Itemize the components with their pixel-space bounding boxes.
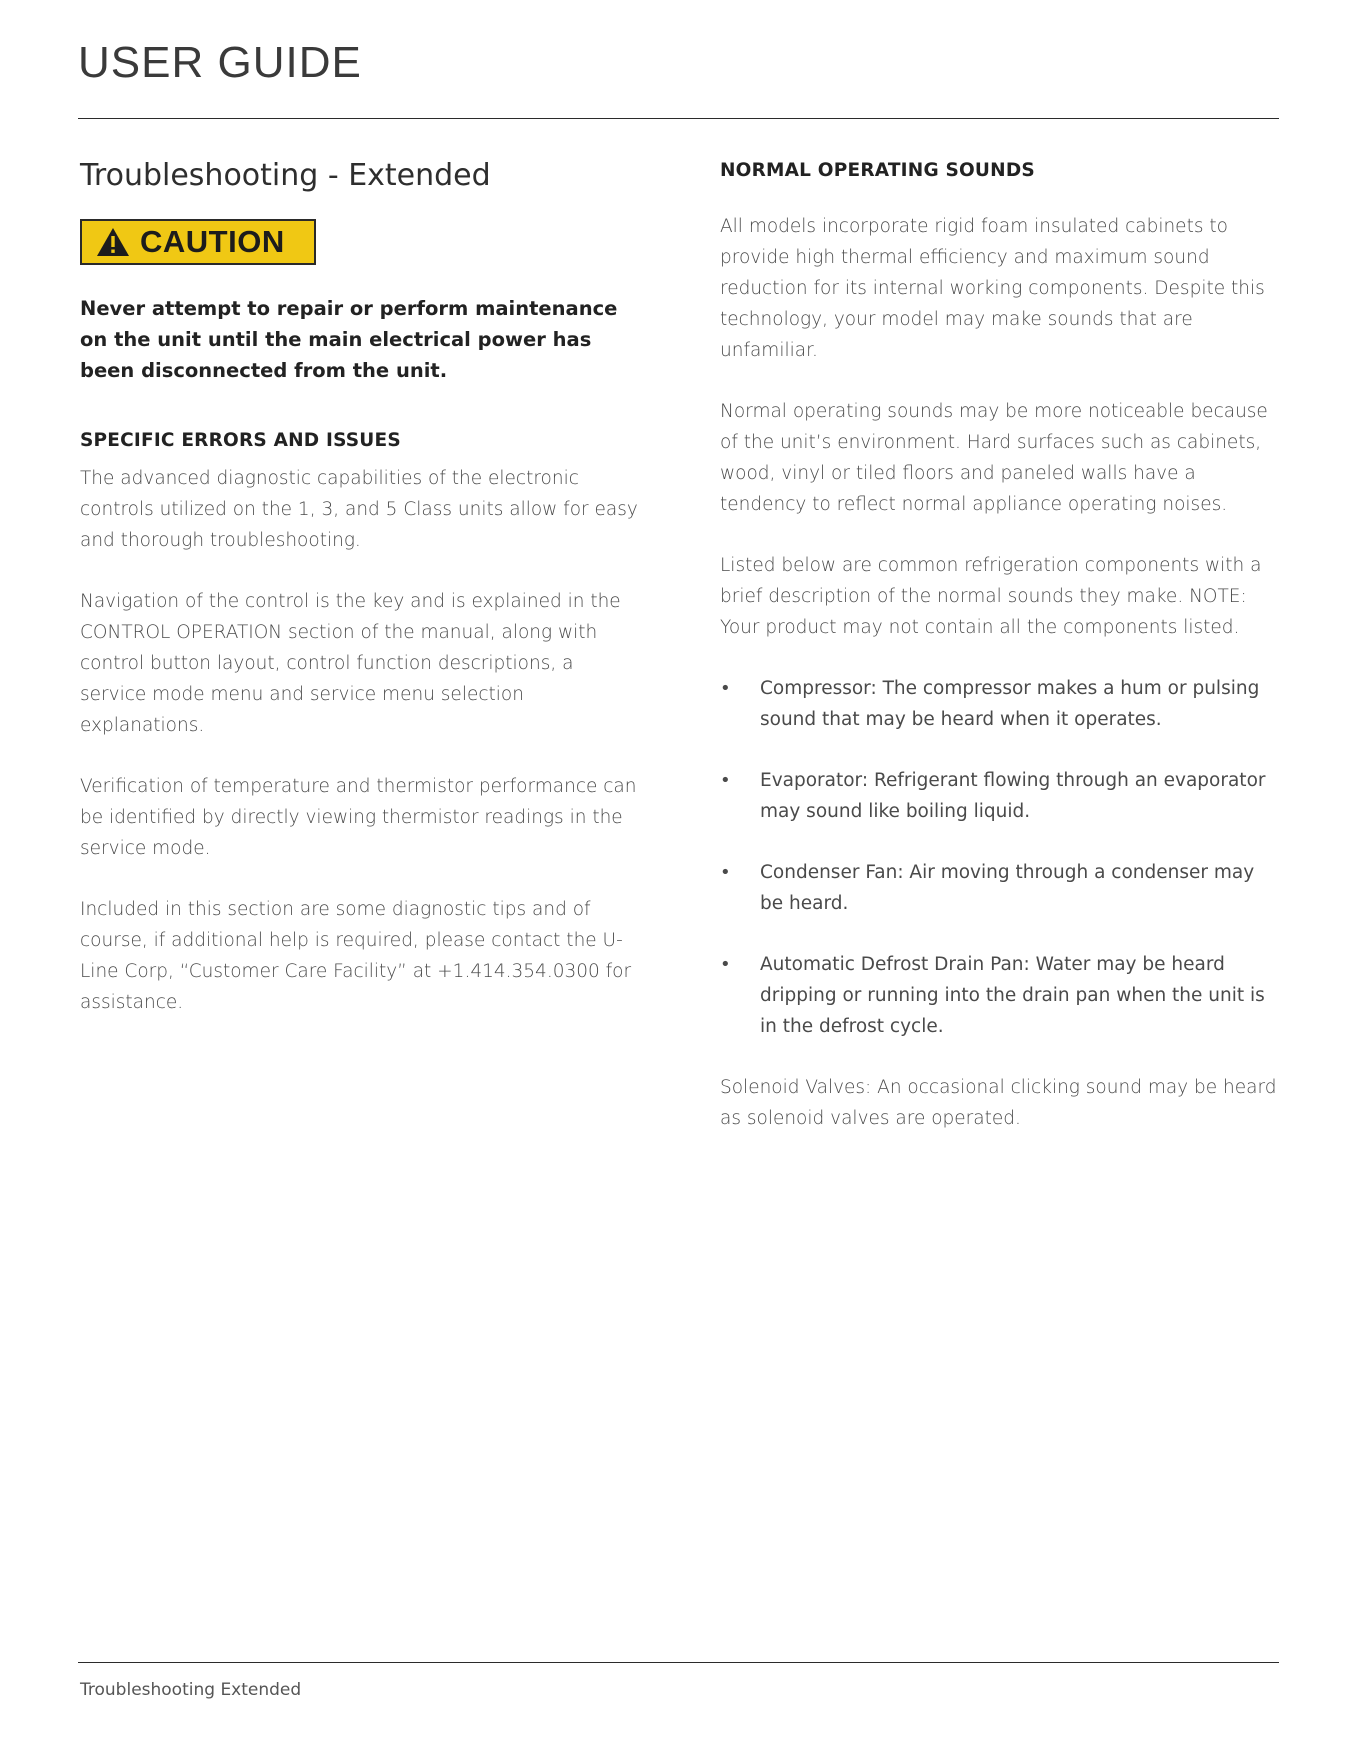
safety-warning: Never attempt to repair or perform maintenance on the unit until the main electrical power has been disconnected from the unit. [80,297,618,382]
specific-errors-heading: SPECIFIC ERRORS AND ISSUES [80,430,401,451]
bullet-icon: • [720,770,731,791]
closing-paragraph: Solenoid Valves: An occasional clicking sound may be heard as solenoid valves are operated. [720,1077,1277,1129]
right-column [720,150,1280,1134]
list-item-text: Automatic Defrost Drain Pan: Water may be heard dripping or running into the drain pan when the unit is in the defrost cycle. [760,954,1265,1037]
bullet-icon: • [720,954,731,975]
paragraph: Listed below are common refrigeration components with a brief description of the normal sounds they make. NOTE: Your product may not contain all the components listed. [720,555,1262,638]
section-title: Troubleshooting - Extended [80,158,491,193]
list-item-text: Condenser Fan: Air moving through a condenser may be heard. [760,862,1255,914]
list-item [720,765,1280,827]
footer-text: Troubleshooting Extended [80,1680,302,1700]
list-item-text: Compressor: The compressor makes a hum or pulsing sound that may be heard when it operates. [760,678,1260,730]
page-header-title: USER GUIDE [78,38,362,87]
component-sounds-list [720,673,1280,1042]
paragraph: Normal operating sounds may be more noticeable because of the unit’s environment. Hard surfaces such as cabinets, wood, vinyl or tiled floors and paneled walls have a tendency to reflect normal appliance operating noises. [720,401,1268,515]
list-item [720,673,1280,735]
bullet-icon: • [720,862,731,883]
list-item-text: Evaporator: Refrigerant flowing through an evaporator may sound like boiling liquid. [760,770,1266,822]
header-divider [78,118,1279,119]
paragraph: Navigation of the control is the key and is explained in the CONTROL OPERATION section of the manual, along with control button layout, control function descriptions, a service mode menu and service menu selection explanations. [80,591,621,736]
footer-divider [78,1662,1279,1663]
paragraph: Included in this section are some diagnostic tips and of course, if additional help is required, please contact the U-Line Corp, “Customer Care Facility” at +1.414.354.0300 for assistance. [80,899,632,1013]
list-item [720,949,1280,1042]
left-column [80,150,645,1018]
normal-sounds-heading: NORMAL OPERATING SOUNDS [720,160,1035,181]
paragraph: Verification of temperature and thermistor performance can be identified by directly viewing thermistor readings in the service mode. [80,776,637,859]
warning-triangle-icon [96,227,130,257]
paragraph: All models incorporate rigid foam insulated cabinets to provide high thermal efficiency and maximum sound reduction for its internal working components. Despite this technology, your model may make sounds that are unfamiliar. [720,216,1265,361]
caution-word: CAUTION [140,224,285,259]
caution-label [80,219,316,265]
list-item [720,857,1280,919]
paragraph: The advanced diagnostic capabilities of the electronic controls utilized on the 1, 3, and 5 Class units allow for easy and thorough troubleshooting. [80,468,638,551]
bullet-icon: • [720,678,731,699]
